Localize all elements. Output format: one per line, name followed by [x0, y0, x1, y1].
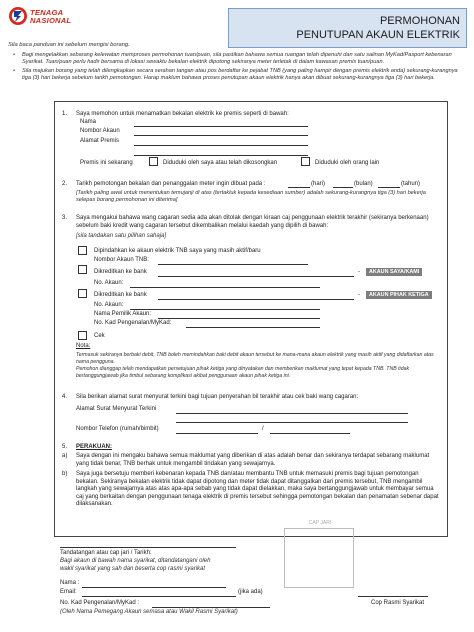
- nombor-akaun-tnb-field[interactable]: [158, 264, 308, 265]
- alamat-premis-field-2[interactable]: [134, 155, 308, 156]
- cop-rasmi-label: Cop Rasmi Syarikat: [371, 600, 425, 606]
- perakuan-b-text: Saya juga bersetuju memberi kebenaran kepada TNB dan/atau membantu TNB untuk memasuki premis bagi tujuan pemotongan bekalan. Sekiranya bekalan elektrik tidak dapat dipotong dan meter tidak dapat ditanggalkan dari premis tersebut, TNB mengambil langkah yang sewajarnya atas atas apa-apa sebab yang tidak dapat dielakkan, maka saya bertanggungjawab untuk membayar semua caj yang berkaitan dengan penggunaan tenaga elektrik di premis tersebut sehingga pemotongan bekalan dan penamatan sebenar dapat dilaksanakan.: [76, 471, 439, 507]
- nama-sign-field[interactable]: [82, 587, 226, 588]
- option-transfer-checkbox[interactable]: [78, 246, 87, 255]
- logo-line1: TENAGA: [30, 8, 64, 17]
- nombor-akaun-field[interactable]: [134, 135, 308, 136]
- nama-pemilik-label: Nama Pemilik Akaun:: [94, 311, 152, 317]
- tnb-logo: [8, 6, 100, 36]
- jika-ada-label: (jika ada): [238, 589, 263, 595]
- alamat-surat-label: Alamat Surat Menyurat Terkini: [76, 406, 157, 412]
- guidance-item: • Bagi mengelakkan sebarang kelewatan memproses permohonan tuan/puan, sila pastikan bahawa semua ruangan telah dipenuhi dan satu salinan MyKad/Pasport kebenaran Syarikat. Tuan/puan perlu hadir bersama di lokasi sewaktu bekalan elektrik dipotong sekiranya meter terletak di dalam kawasan premis tuan/puan.: [12, 52, 464, 66]
- nota-1: Termasuk sekiranya berbaki debit, TNB boleh memindahkan baki debit akaun tersebut ke mana-mana akaun elektrik yang masih aktif yang didaftarkan atas nama pengguna.: [76, 352, 434, 365]
- telefon-rumah-field[interactable]: [176, 433, 258, 434]
- signer-note: (Oleh Nama Pemegang Akaun semasa atau Wakil Rasmi Syarikat): [60, 609, 238, 615]
- nombor-akaun-label: Nombor Akaun: [80, 128, 120, 134]
- form-title-line1: PERMOHONAN: [379, 15, 460, 27]
- tandatangan-label: Tandatangan atau cap jari / Tarikh:: [60, 550, 152, 556]
- dash: -: [358, 292, 360, 298]
- alamat-surat-field[interactable]: [176, 413, 408, 414]
- form-title-line2: PENUTUPAN AKAUN ELEKTRIK: [296, 28, 460, 41]
- no-kad-sign-label: No. Kad Pengenalan/MyKad :: [60, 600, 140, 606]
- hari-field[interactable]: [288, 187, 310, 188]
- section-3-text: Saya mengakui bahawa wang cagaran sedia ada akan ditolak dengan kiraan caj penggunaan elektrik terakhir (sekiranya berkenaan) sebelum baki kredit wang cagaran tersebut dikembalikan melalui kaedah yang dipilih di bawah:: [76, 215, 429, 229]
- guidance-item: • Sila majukan borang yang telah dilengkapkan secara serahan tangan atau pos berdaftar ke pejabat TNB (yang paling hampir dengan premis elektrik anda) sekurang-kurangnya tiga (3) hari bekerja sebelum tarikh pemotongan. Harap maklum bahawa proses penutupan akaun elektrik hanya akan dibuat sekurang-kurangnya tiga (3) hari bekerja.: [12, 68, 464, 82]
- section-4-number: 4.: [62, 394, 68, 400]
- telefon-bimbit-field[interactable]: [270, 433, 350, 434]
- read-note: Sila baca panduan ini sebelum mengisi borang.: [8, 42, 130, 48]
- premis-option-self: Diduduki oleh saya atau telah dikosongkan: [163, 160, 278, 166]
- option-cheque-checkbox[interactable]: [78, 331, 87, 340]
- section-2-note: [Tarikh paling awal untuk menentukan temujanji di atas (tertakluk kepada kesediaan sumber) adalah sekurang-kurangnya tiga (3) hari bekerja selepas borang permohonan ini diterima]: [76, 190, 426, 203]
- nama-sign-label: Nama :: [60, 580, 80, 586]
- no-kad-pengenalan-label: No. Kad Pengenalan/MyKad:: [94, 320, 172, 326]
- option-bank-own-label: Dikreditkan ke bank: [94, 269, 147, 275]
- section-4-text: Sila berikan alamat surat menyurat terkini bagi tujuan penyerahan bil terakhir atau cek baki wang cagaran:: [76, 394, 359, 400]
- no-kad-sign-field[interactable]: [152, 607, 270, 608]
- no-akaun-own-field[interactable]: [130, 287, 320, 288]
- nama-label: Nama: [80, 119, 97, 125]
- section-5-number: 5.: [62, 444, 68, 450]
- telefon-label: Nombor Telefon (rumah/bimbit): [76, 426, 159, 432]
- nombor-akaun-tnb-label: Nombor Akaun TNB:: [94, 257, 149, 263]
- tahun-field[interactable]: [378, 187, 400, 188]
- bank-own-name-field[interactable]: [158, 276, 354, 277]
- cop-rasmi-line[interactable]: [358, 596, 428, 597]
- no-kad-pengenalan-field[interactable]: [186, 327, 320, 328]
- tag-own-account: AKAUN SAYA/KAMI: [366, 268, 422, 276]
- perakuan-a-label: a): [62, 453, 68, 459]
- company-note-2: wakil syarikat yang sah dan beserta cop rasmi syarikat: [60, 566, 206, 572]
- nota-2: Pemohon dianggap telah mendapatkan persetujuan pihak ketiga yang dinyatakan dan memberikan maklumat yang tepat kepada TNB. TNB tidak bertanggungjawab jika timbul sebarang komplikasi akibat penggunaan akaun pihak ketiga ini.: [76, 366, 410, 379]
- bank-third-party-name-field[interactable]: [158, 299, 354, 300]
- option-bank-third-party-checkbox[interactable]: [78, 289, 87, 298]
- section-1-heading: Saya memohon untuk menamatkan bekalan elektrik ke premis seperti di bawah:: [76, 111, 289, 117]
- section-2-text: Tarikh pemotongan bekalan dan penanggalan meter ingin dibuat pada :: [76, 181, 266, 187]
- signature-line[interactable]: [60, 547, 236, 548]
- alamat-surat-field-2[interactable]: [176, 422, 408, 423]
- cap-jari-box: [284, 520, 354, 588]
- no-akaun-third-label: No. Akaun:: [94, 302, 124, 308]
- option-bank-third-party-label: Dikreditkan ke bank: [94, 292, 147, 298]
- premis-option-other: Diduduki oleh orang lain: [315, 160, 380, 166]
- form-title-box: [228, 8, 467, 48]
- tnb-logo-icon: [8, 6, 28, 26]
- guidance-list: [12, 52, 464, 84]
- tag-third-party-account: AKAUN PIHAK KETIGA: [366, 291, 432, 299]
- bulan-label: (bulan): [354, 181, 373, 187]
- tahun-label: (tahun): [401, 181, 421, 187]
- nota-heading: Nota:: [76, 343, 91, 349]
- section-3-instruction: [sila tandakan satu pilihan sahaja]: [76, 233, 167, 239]
- no-akaun-third-field[interactable]: [130, 309, 320, 310]
- section-1-number: 1.: [62, 111, 68, 117]
- section-2-number: 2.: [62, 181, 68, 187]
- section-3-number: 3.: [62, 215, 68, 221]
- dash: -: [358, 269, 360, 275]
- cap-jari-label: CAP JARI: [308, 520, 332, 526]
- option-bank-own-checkbox[interactable]: [78, 265, 87, 274]
- logo-text: [30, 9, 71, 25]
- perakuan-heading: PERAKUAN:: [76, 444, 112, 450]
- no-akaun-own-label: No. Akaun:: [94, 280, 124, 286]
- alamat-premis-field[interactable]: [134, 145, 308, 146]
- hari-label: (hari): [311, 181, 326, 187]
- nama-pemilik-field[interactable]: [158, 318, 320, 319]
- premis-occupied-other-checkbox[interactable]: [301, 157, 310, 166]
- slash: /: [262, 426, 264, 432]
- premis-occupied-self-checkbox[interactable]: [149, 157, 158, 166]
- premis-label: Premis ini sekarang: [80, 160, 133, 166]
- bulan-field[interactable]: [333, 187, 353, 188]
- company-note-1: Bagi akaun di bawah nama syarikat, ditandatangani oleh: [60, 558, 211, 564]
- email-label: Email:: [60, 589, 77, 595]
- perakuan-b-label: b): [62, 471, 68, 477]
- option-cheque-label: Cek: [94, 333, 105, 339]
- perakuan-a-text: Saya dengan ini mengaku bahawa semua maklumat yang diberikan di atas adalah benar dan sekiranya terdapat sebarang maklumat yang tidak benar, TNB berhak untuk mengambil tindakan yang sewajarnya.: [76, 453, 430, 467]
- logo-line2: NASIONAL: [30, 15, 72, 25]
- alamat-premis-label: Alamat Premis: [80, 138, 120, 144]
- option-transfer-label: Dipindahkan ke akaun elektrik TNB saya yang masih aktif/baru: [94, 248, 261, 254]
- nama-field[interactable]: [134, 126, 308, 127]
- email-field[interactable]: [82, 596, 236, 597]
